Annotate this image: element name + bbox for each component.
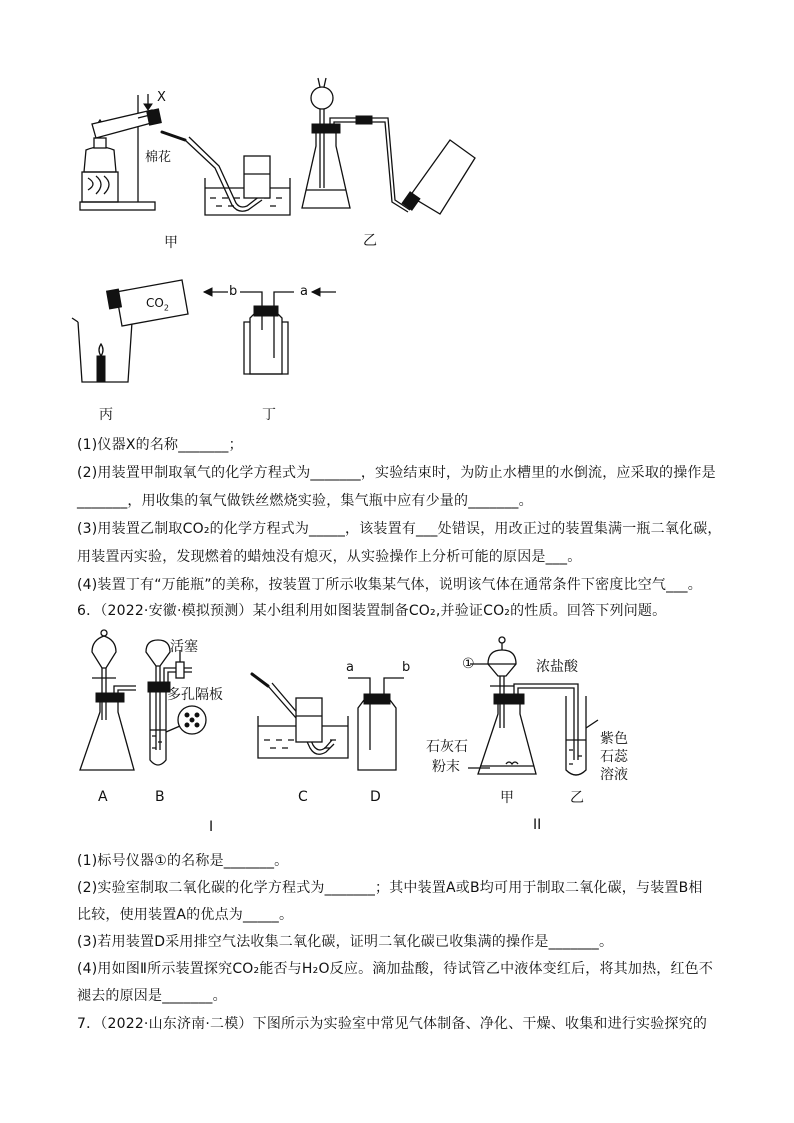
caption-yi-ii: 乙	[570, 790, 584, 806]
caption-bing: 丙	[99, 407, 113, 423]
label-marker-1: ①	[462, 656, 475, 672]
label-limestone-2: 粉末	[432, 759, 460, 775]
label-purple-1: 紫色	[600, 731, 628, 747]
q5-part2-line1: (2)用装置甲制取氧气的化学方程式为_______，实验结束时，为防止水槽里的水倒流，应采取的操作是	[77, 465, 716, 481]
caption-B: B	[155, 789, 165, 805]
q6-part2-line1: (2)实验室制取二氧化碳的化学方程式为_______；其中装置A或B均可用于制取二氧化碳，与装置B相	[77, 880, 703, 896]
q5-part4: (4)装置丁有“万能瓶”的美称，按装置丁所示收集某气体，说明该气体在通常条件下密度比空气___。	[77, 577, 702, 593]
q6-header: 6．（2022·安徽·模拟预测）某小组利用如图装置制备CO₂,并验证CO₂的性质。回答下列问题。	[77, 603, 667, 619]
q6-part4-line2: 褪去的原因是_______。	[77, 988, 227, 1004]
label-port-b: b	[229, 284, 238, 299]
label-stopcock: 活塞	[170, 639, 198, 655]
caption-jia-ii: 甲	[500, 790, 514, 806]
apparatus-D	[348, 678, 404, 770]
label-conc-hcl: 浓盐酸	[536, 659, 578, 675]
caption-group-II: II	[533, 817, 542, 833]
q7-header: 7．（2022·山东济南·二模）下图所示为实验室中常见气体制备、净化、干燥、收集和进行实验探究的	[77, 1016, 708, 1032]
q6-part1: (1)标号仪器①的名称是_______。	[77, 853, 289, 869]
q6-part3: (3)若用装置D采用排空气法收集二氧化碳，证明二氧化碳已收集满的操作是_______。	[77, 934, 614, 950]
label-porous-plate: 多孔隔板	[167, 687, 223, 703]
label-x: X	[157, 90, 166, 105]
label-port-a: a	[300, 284, 308, 299]
q5-part1: (1)仪器X的名称_______；	[77, 437, 243, 453]
figure-q6-apparatus	[0, 620, 794, 860]
caption-group-I: I	[209, 819, 214, 835]
q5-part2-line2: _______，用收集的氧气做铁丝燃烧实验，集气瓶中应有少量的_______。	[77, 493, 533, 509]
caption-ding: 丁	[262, 407, 276, 423]
q5-part3-line2: 用装置丙实验，发现燃着的蜡烛没有熄灭，从实验操作上分析可能的原因是___。	[77, 549, 582, 565]
q5-part3-line1: (3)用装置乙制取CO₂的化学方程式为_____，该装置有___处错误，用改正过的装置集满一瓶二氧化碳，	[77, 521, 722, 537]
label-cotton: 棉花	[145, 150, 172, 165]
caption-C: C	[298, 789, 308, 805]
label-purple-2: 石蕊	[600, 749, 628, 765]
figure-q5-apparatus	[0, 0, 794, 420]
label-limestone-1: 石灰石	[426, 739, 468, 755]
label-co2: $CO_2$	[146, 296, 169, 313]
q6-part4-line1: (4)用如图Ⅱ所示装置探究CO₂能否与H₂O反应。滴加盐酸，待试管乙中液体变红后，将其加热，红色不	[77, 961, 714, 977]
apparatus-ding	[204, 288, 336, 374]
caption-A: A	[98, 789, 108, 805]
apparatus-A	[80, 630, 136, 770]
caption-yi: 乙	[363, 233, 377, 249]
apparatus-C	[252, 674, 348, 758]
label-port-b-d: b	[402, 660, 411, 675]
apparatus-jia	[80, 94, 290, 215]
label-port-a-d: a	[346, 660, 354, 675]
caption-jia: 甲	[164, 235, 178, 251]
apparatus-bing	[72, 280, 188, 382]
q6-part2-line2: 比较，使用装置A的优点为_____。	[77, 907, 294, 923]
apparatus-yi	[302, 78, 475, 214]
label-purple-3: 溶液	[600, 767, 628, 783]
caption-D: D	[370, 789, 381, 805]
